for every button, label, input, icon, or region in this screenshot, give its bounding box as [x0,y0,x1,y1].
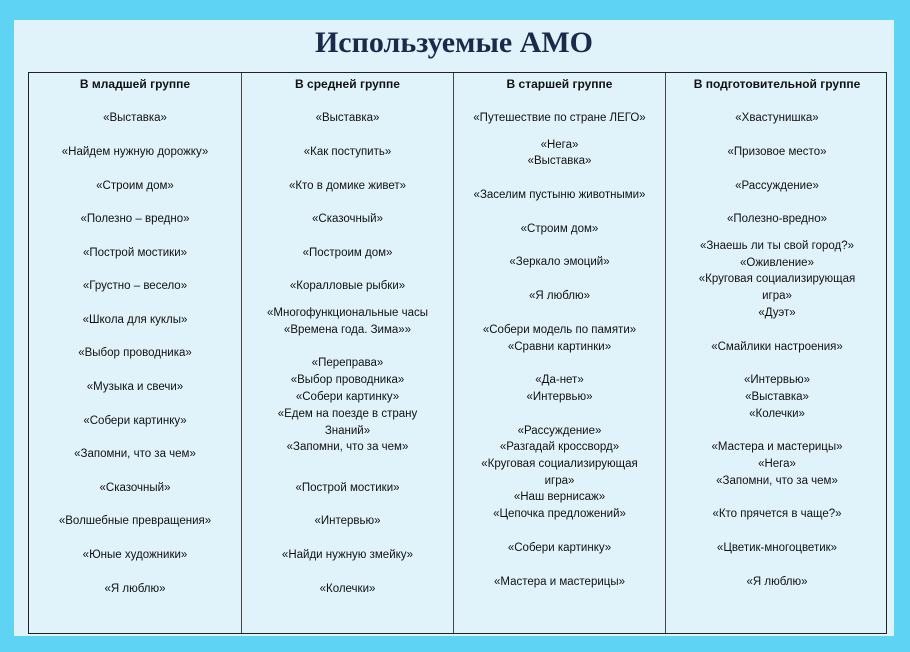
list-item: «Сказочный» [312,213,383,225]
list-item: «Построй мостики» [295,482,400,494]
list-item: «Построй мостики» [82,247,188,259]
list-item: «Я люблю» [746,576,808,588]
list-item: «Запомни, что за чем» [716,475,838,487]
list-item: «Дуэт» [758,307,796,319]
column-header: В средней группе [295,77,400,91]
list-item: «Кто в домике живет» [288,180,407,192]
list-item: «Колечки» [749,408,805,420]
list-item: «Мастера и мастерицы» [711,441,843,453]
list-item: «Интервью» [743,374,811,386]
list-item: «Колечки» [319,583,376,595]
list-item: «Построим дом» [302,247,393,259]
list-item: «Оживление» [740,257,814,269]
column-senior [453,73,665,633]
list-item: «Грустно – весело» [82,280,188,292]
list-item: «Собери модель по памяти» [482,324,637,336]
list-item: «Кто прячется в чаще?» [712,508,842,520]
list-item: «Музыка и свечи» [86,381,184,393]
list-item: «Разгадай кроссворд» [499,441,620,453]
list-item: «Строим дом» [520,223,599,235]
list-item: «Многофункциональные часы [267,307,428,319]
list-item: «Я люблю» [528,290,591,302]
list-item: «Строим дом» [96,180,174,192]
list-item: «Зеркало эмоций» [509,256,610,268]
list-item: «Интервью» [526,391,593,403]
list-item: «Рассуждение» [735,180,819,192]
list-item: «Круговая социализирующая [481,458,638,470]
list-item: «Нега» [758,458,796,470]
list-item: «Запомни, что за чем» [286,441,409,453]
list-item: Знаний» [324,425,371,437]
list-item: «Наш вернисаж» [513,491,606,503]
list-item: «Рассуждение» [517,425,602,437]
list-item: «Да-нет» [535,374,584,386]
list-item: «Найди нужную змейку» [281,549,414,561]
list-item: «Запомни, что за чем» [74,448,196,460]
list-item: «Полезно-вредно» [726,213,827,225]
list-item: «Волшебные превращения» [58,515,212,527]
column-header: В младшей группе [79,77,191,91]
column-preparatory [665,73,888,633]
list-item: «Нега» [540,139,579,151]
list-item: «Цепочка предложений» [493,508,626,520]
list-item: «Переправа» [311,357,384,369]
list-item: «Мастера и мастерицы» [493,576,626,588]
column-middle [241,73,453,633]
list-item: «Выставка» [315,112,380,124]
list-item: «Собери картинку» [507,542,612,554]
list-item: «Смайлики настроения» [711,341,843,353]
list-item: «Сравни картинки» [507,341,612,353]
page-title: Используемые АМО [314,26,594,59]
list-item: «Полезно – вредно» [80,213,190,225]
list-item: «Призовое место» [727,146,827,158]
list-item: «Цветик-многоцветик» [716,542,838,554]
list-item: «Собери картинку» [83,415,187,427]
list-item: «Коралловые рыбки» [289,280,406,292]
games-table [28,72,887,634]
column-header: В подготовительной группе [693,77,861,91]
list-item: «Выставка» [527,155,592,167]
list-item: «Путешествие по стране ЛЕГО» [473,112,646,124]
list-item: «Сказочный» [99,482,171,494]
list-item: «Знаешь ли ты свой город?» [699,240,855,252]
slide [14,20,894,636]
list-item: «Школа для куклы» [82,314,188,326]
list-item: «Заселим пустыню животными» [473,189,646,201]
list-item: «Найдем нужную дорожку» [61,146,209,158]
list-item: «Выставка» [745,391,809,403]
list-item: «Как поступить» [303,146,392,158]
column-junior [29,73,241,633]
list-item: игра» [762,290,792,302]
list-item: «Выставка» [103,112,167,124]
column-header: В старшей группе [506,77,613,91]
list-item: «Хвастунишка» [735,112,819,124]
list-item: «Я люблю» [104,583,166,595]
list-item: «Времена года. Зима»» [283,324,412,336]
list-item: «Выбор проводника» [78,347,192,359]
list-item: «Собери картинку» [295,391,400,403]
list-item: «Круговая социализирующая [698,273,856,285]
list-item: «Интервью» [314,515,381,527]
list-item: «Едем на поезде в страну [277,408,418,420]
list-item: игра» [544,475,575,487]
list-item: «Юные художники» [82,549,188,561]
list-item: «Выбор проводника» [290,374,405,386]
